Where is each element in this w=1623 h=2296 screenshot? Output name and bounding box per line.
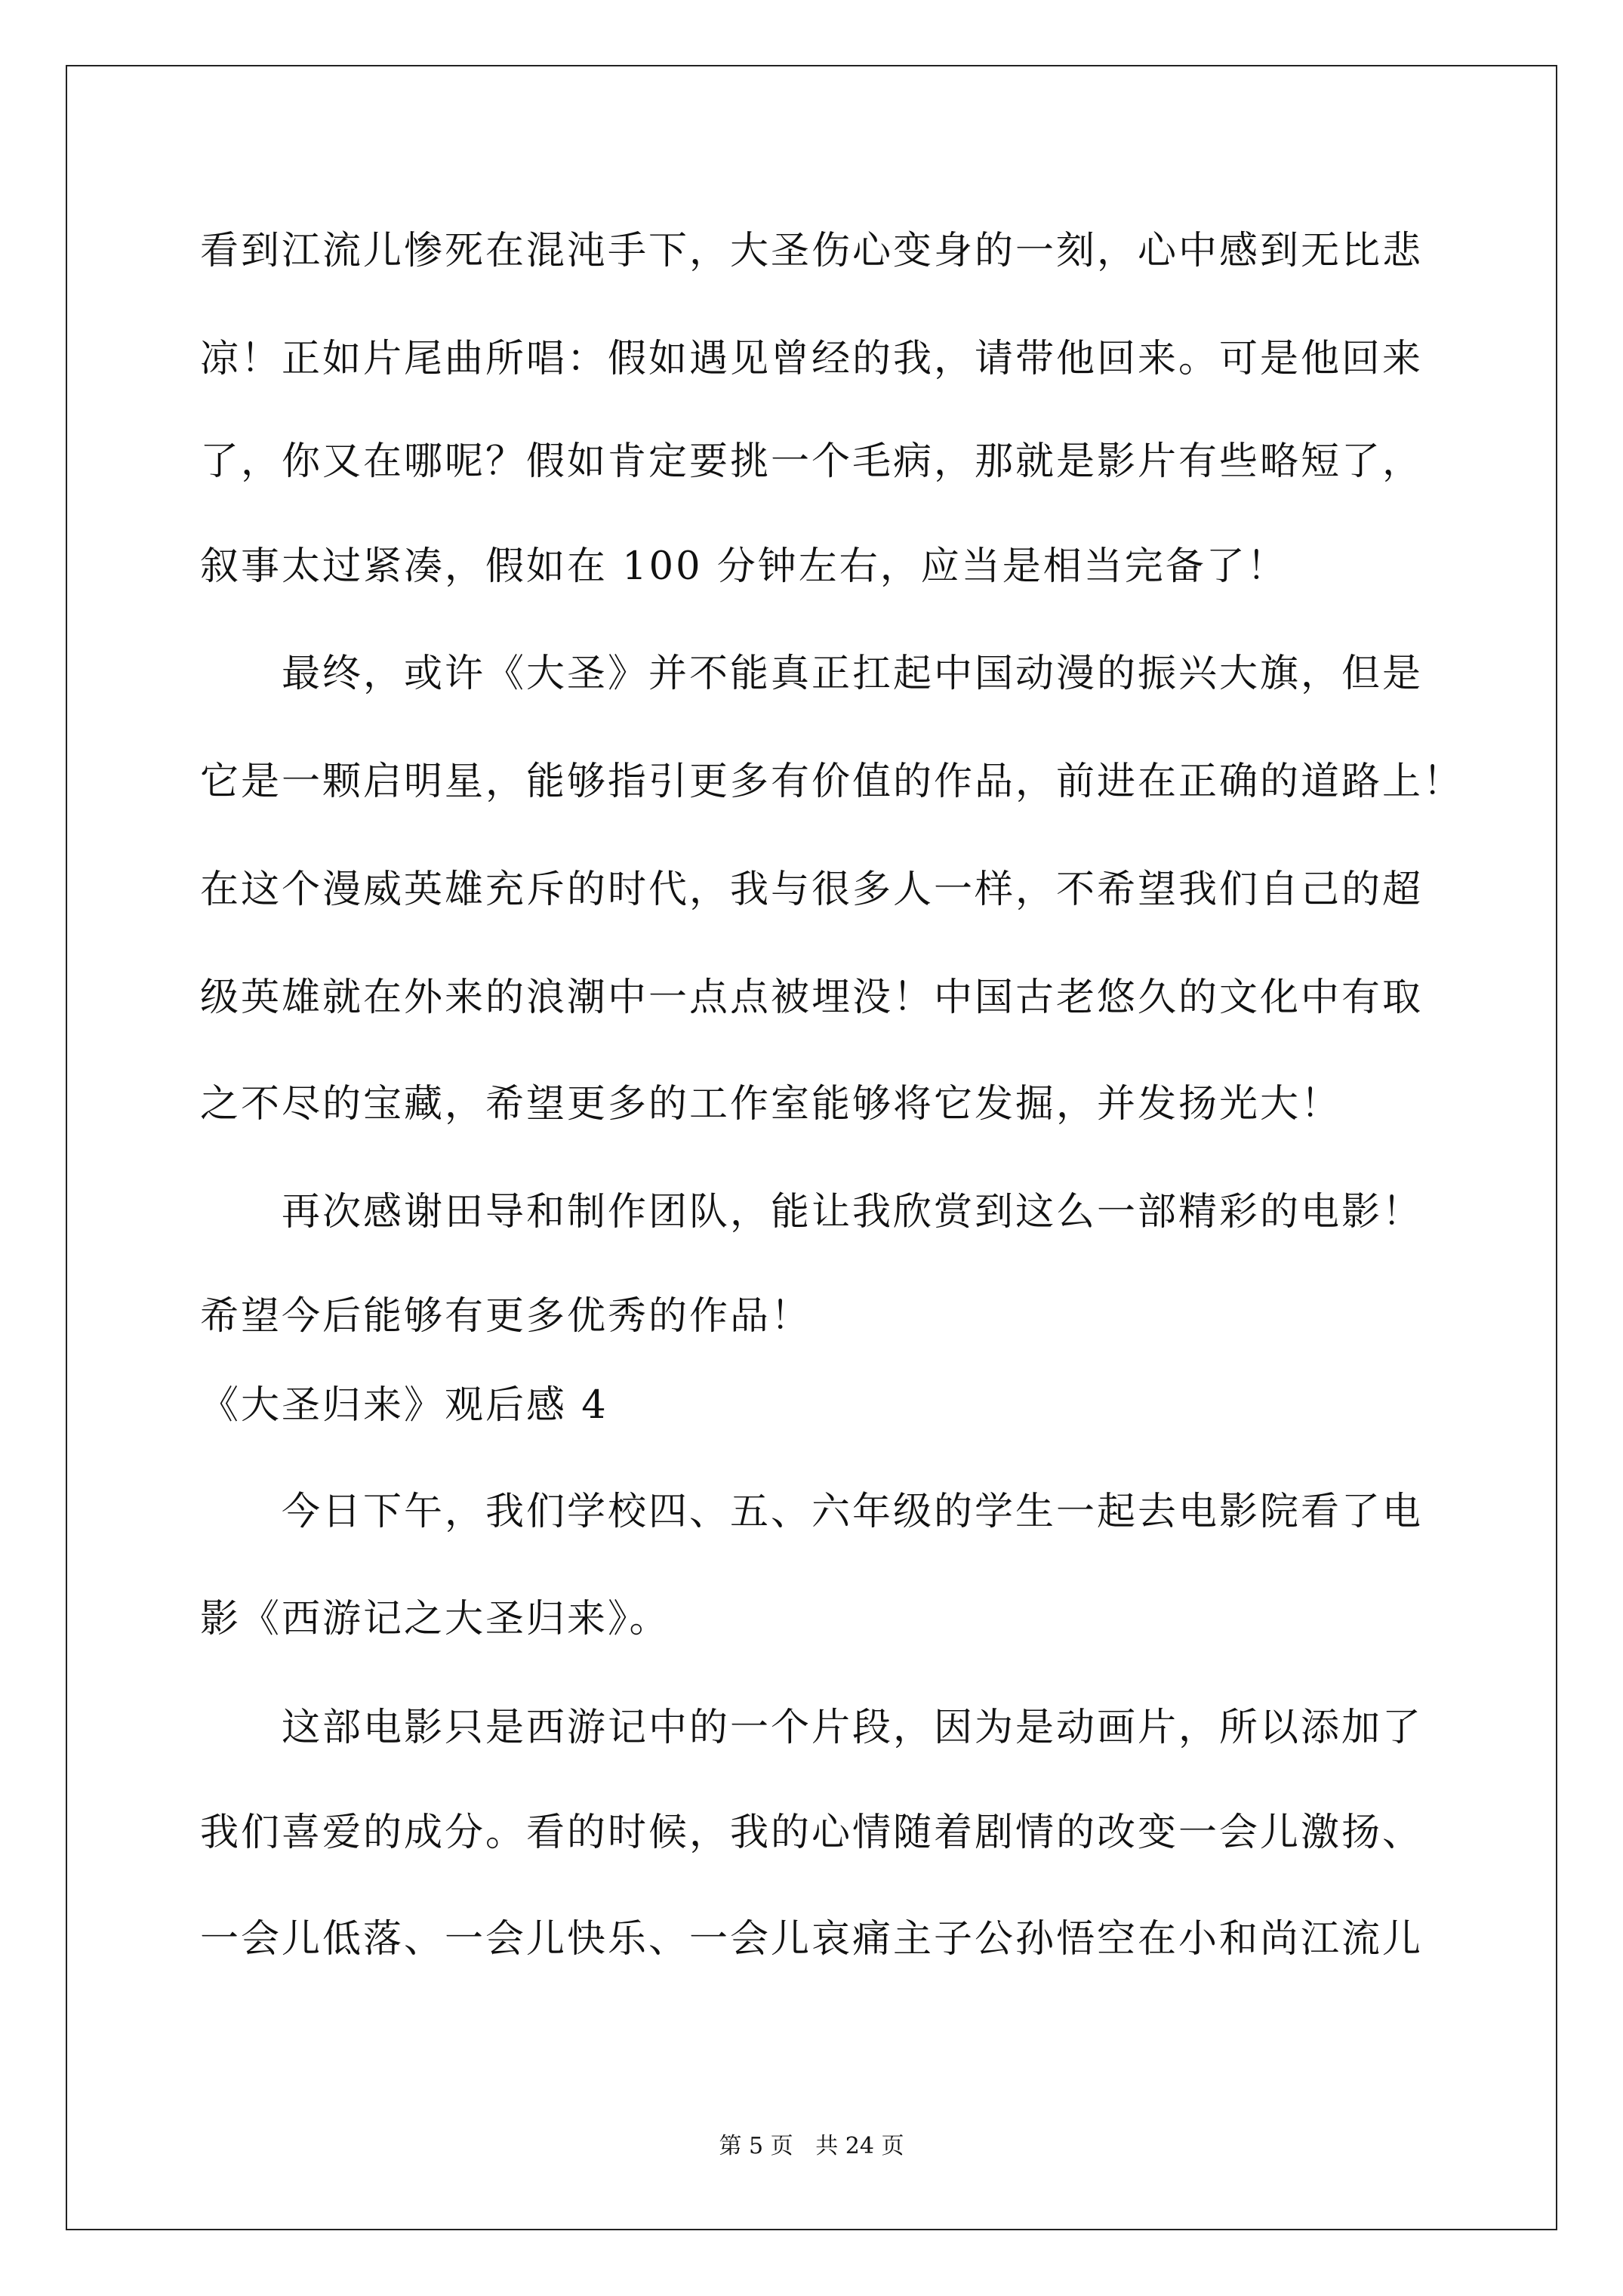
text-line: 叙事太过紧凑，假如在 100 分钟左右，应当是相当完备了！ <box>200 544 1288 589</box>
text-line: 我们喜爱的成分。看的时候，我的心情随着剧情的改变一会儿激扬、 <box>200 1811 1424 1855</box>
text-line: 它是一颗启明星，能够指引更多有价值的作品，前进在正确的道路上！ <box>200 760 1464 804</box>
page-total: 共 24 页 <box>815 2133 904 2159</box>
page-number: 第 5 页 <box>719 2133 793 2159</box>
text-line: 最终，或许《大圣》并不能真正扛起中国动漫的振兴大旗，但是 <box>200 652 1424 696</box>
text-line: 之不尽的宝藏，希望更多的工作室能够将它发掘，并发扬光大！ <box>200 1082 1342 1126</box>
text-line: 希望今后能够有更多优秀的作品！ <box>200 1294 812 1339</box>
text-line: 凉！正如片尾曲所唱：假如遇见曾经的我，请带他回来。可是他回来 <box>200 337 1424 381</box>
text-line: 影《西游记之大圣归来》。 <box>200 1597 670 1641</box>
section-heading: 《大圣归来》观后感 4 <box>200 1383 608 1428</box>
page-footer <box>0 2131 1623 2162</box>
page-border <box>66 65 1557 2230</box>
text-line: 今日下午，我们学校四、五、六年级的学生一起去电影院看了电 <box>200 1490 1424 1534</box>
text-line: 看到江流儿惨死在混沌手下，大圣伤心变身的一刻，心中感到无比悲 <box>200 229 1424 273</box>
text-line: 再次感谢田导和制作团队，能让我欣赏到这么一部精彩的电影！ <box>200 1190 1424 1234</box>
text-line: 级英雄就在外来的浪潮中一点点被埋没！中国古老悠久的文化中有取 <box>200 975 1424 1020</box>
text-line: 了，你又在哪呢？假如肯定要挑一个毛病，那就是影片有些略短了， <box>200 439 1424 484</box>
text-line: 这部电影只是西游记中的一个片段，因为是动画片，所以添加了 <box>200 1706 1424 1750</box>
text-line: 一会儿低落、一会儿快乐、一会儿哀痛主子公孙悟空在小和尚江流儿 <box>200 1917 1424 1962</box>
text-line: 在这个漫威英雄充斥的时代，我与很多人一样，不希望我们自己的超 <box>200 868 1424 912</box>
